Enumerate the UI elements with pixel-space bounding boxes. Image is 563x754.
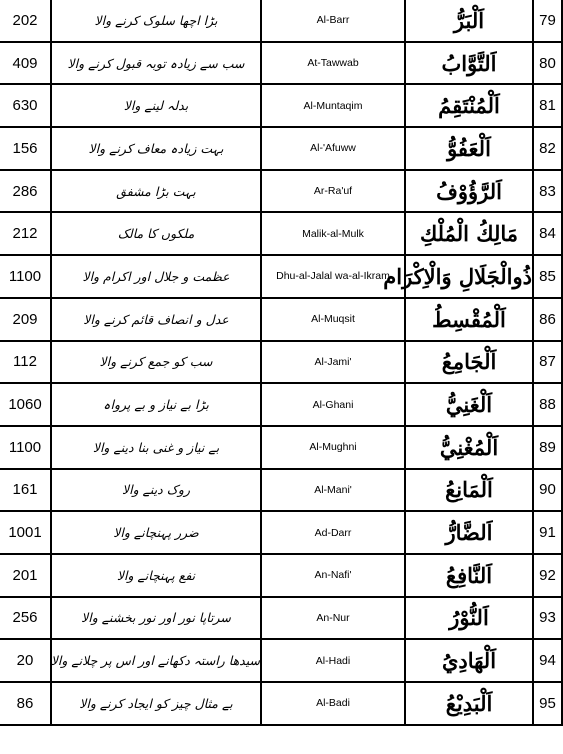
urdu-meaning-cell: سیدھا راستہ دکھانے اور اس پر چلانے والا (51, 639, 261, 682)
arabic-name-cell: اَلضَّارُّ (405, 511, 533, 554)
table-row (0, 42, 562, 85)
urdu-meaning-cell: بڑا بے نیاز و بے پرواہ (51, 383, 261, 426)
arabic-name-cell: اَلتَّوَّابُ (405, 42, 533, 85)
table-row (0, 554, 562, 597)
table-row (0, 212, 562, 255)
table-row (0, 511, 562, 554)
table-row (0, 597, 562, 640)
urdu-meaning-cell: بہت زیادہ معاف کرنے والا (51, 127, 261, 170)
abjad-value-cell: 1060 (0, 383, 51, 426)
abjad-value-cell: 1100 (0, 255, 51, 298)
abjad-value-cell: 20 (0, 639, 51, 682)
abjad-value-cell: 209 (0, 298, 51, 341)
table-row (0, 469, 562, 512)
table-row (0, 341, 562, 384)
serial-number-cell: 94 (533, 639, 562, 682)
transliteration-cell: Ar-Ra'uf (261, 170, 405, 213)
table-row (0, 255, 562, 298)
abjad-value-cell: 1100 (0, 426, 51, 469)
abjad-value-cell: 630 (0, 84, 51, 127)
transliteration-cell: Al-Mani' (261, 469, 405, 512)
transliteration-cell: Al-Hadi (261, 639, 405, 682)
urdu-meaning-cell: نفع پہنچانے والا (51, 554, 261, 597)
serial-number-cell: 81 (533, 84, 562, 127)
serial-number-cell: 80 (533, 42, 562, 85)
abjad-value-cell: 1001 (0, 511, 51, 554)
arabic-name-cell: اَلنَّافِعُ (405, 554, 533, 597)
abjad-value-cell: 86 (0, 682, 51, 725)
arabic-name-cell: اَلْبَرُّ (405, 0, 533, 42)
urdu-meaning-cell: سب کو جمع کرنے والا (51, 341, 261, 384)
abjad-value-cell: 161 (0, 469, 51, 512)
arabic-name-cell: اَلْمُنْتَقِمُ (405, 84, 533, 127)
urdu-meaning-cell: بڑا اچھا سلوک کرنے والا (51, 0, 261, 42)
transliteration-cell: Malik-al-Mulk (261, 212, 405, 255)
arabic-name-cell: اَلرَّؤُوْفُ (405, 170, 533, 213)
transliteration-cell: Al-Muqsit (261, 298, 405, 341)
serial-number-cell: 83 (533, 170, 562, 213)
transliteration-cell: Al-Barr (261, 0, 405, 42)
transliteration-cell: Ad-Darr (261, 511, 405, 554)
abjad-value-cell: 201 (0, 554, 51, 597)
table-row (0, 127, 562, 170)
urdu-meaning-cell: بے مثال چیز کو ایجاد کرنے والا (51, 682, 261, 725)
arabic-name-cell: اَلْهَادِيُ (405, 639, 533, 682)
transliteration-cell: Al-Muntaqim (261, 84, 405, 127)
arabic-name-cell: اَلْجَامِعُ (405, 341, 533, 384)
urdu-meaning-cell: بے نیاز و غنی بنا دینے والا (51, 426, 261, 469)
serial-number-cell: 79 (533, 0, 562, 42)
arabic-name-cell: اَلْغَنِيُّ (405, 383, 533, 426)
urdu-meaning-cell: سب سے زیادہ توبہ قبول کرنے والا (51, 42, 261, 85)
urdu-meaning-cell: بدلہ لینے والا (51, 84, 261, 127)
urdu-meaning-cell: ضرر پہنچانے والا (51, 511, 261, 554)
transliteration-cell: Dhu-al-Jalal wa-al-Ikram (261, 255, 405, 298)
urdu-meaning-cell: عظمت و جلال اور اکرام والا (51, 255, 261, 298)
abjad-value-cell: 409 (0, 42, 51, 85)
table-row (0, 170, 562, 213)
transliteration-cell: Al-'Afuww (261, 127, 405, 170)
arabic-name-cell: ذُوالْجَلَالِ وَالْاِكْرَام (405, 255, 533, 298)
serial-number-cell: 87 (533, 341, 562, 384)
table-row (0, 84, 562, 127)
abjad-value-cell: 212 (0, 212, 51, 255)
table-row (0, 0, 562, 42)
arabic-name-cell: اَلْبَدِيْعُ (405, 682, 533, 725)
arabic-name-cell: اَلْمُقْسِطُ (405, 298, 533, 341)
transliteration-cell: Al-Badi (261, 682, 405, 725)
urdu-meaning-cell: عدل و انصاف قائم کرنے والا (51, 298, 261, 341)
arabic-name-cell: اَلنُّوْرُ (405, 597, 533, 640)
abjad-value-cell: 156 (0, 127, 51, 170)
table-row (0, 383, 562, 426)
serial-number-cell: 84 (533, 212, 562, 255)
urdu-meaning-cell: ملکوں کا مالک (51, 212, 261, 255)
transliteration-cell: Al-Jami' (261, 341, 405, 384)
table-row (0, 682, 562, 725)
serial-number-cell: 82 (533, 127, 562, 170)
urdu-meaning-cell: سرتاپا نور اور نور بخشنے والا (51, 597, 261, 640)
transliteration-cell: Al-Ghani (261, 383, 405, 426)
serial-number-cell: 93 (533, 597, 562, 640)
arabic-name-cell: اَلْمَانِعُ (405, 469, 533, 512)
serial-number-cell: 88 (533, 383, 562, 426)
arabic-name-cell: اَلْمُغْنِيُّ (405, 426, 533, 469)
arabic-name-cell: مَالِكُ الْمُلْكِ (405, 212, 533, 255)
serial-number-cell: 85 (533, 255, 562, 298)
table-row (0, 639, 562, 682)
transliteration-cell: An-Nafi' (261, 554, 405, 597)
transliteration-cell: At-Tawwab (261, 42, 405, 85)
urdu-meaning-cell: بہت بڑا مشفق (51, 170, 261, 213)
arabic-name-cell: اَلْعَفُوُّ (405, 127, 533, 170)
abjad-value-cell: 256 (0, 597, 51, 640)
abjad-value-cell: 112 (0, 341, 51, 384)
serial-number-cell: 90 (533, 469, 562, 512)
serial-number-cell: 92 (533, 554, 562, 597)
table-row (0, 298, 562, 341)
serial-number-cell: 91 (533, 511, 562, 554)
serial-number-cell: 89 (533, 426, 562, 469)
abjad-value-cell: 286 (0, 170, 51, 213)
serial-number-cell: 86 (533, 298, 562, 341)
transliteration-cell: An-Nur (261, 597, 405, 640)
serial-number-cell: 95 (533, 682, 562, 725)
transliteration-cell: Al-Mughni (261, 426, 405, 469)
urdu-meaning-cell: روک دینے والا (51, 469, 261, 512)
table-row (0, 426, 562, 469)
abjad-value-cell: 202 (0, 0, 51, 42)
